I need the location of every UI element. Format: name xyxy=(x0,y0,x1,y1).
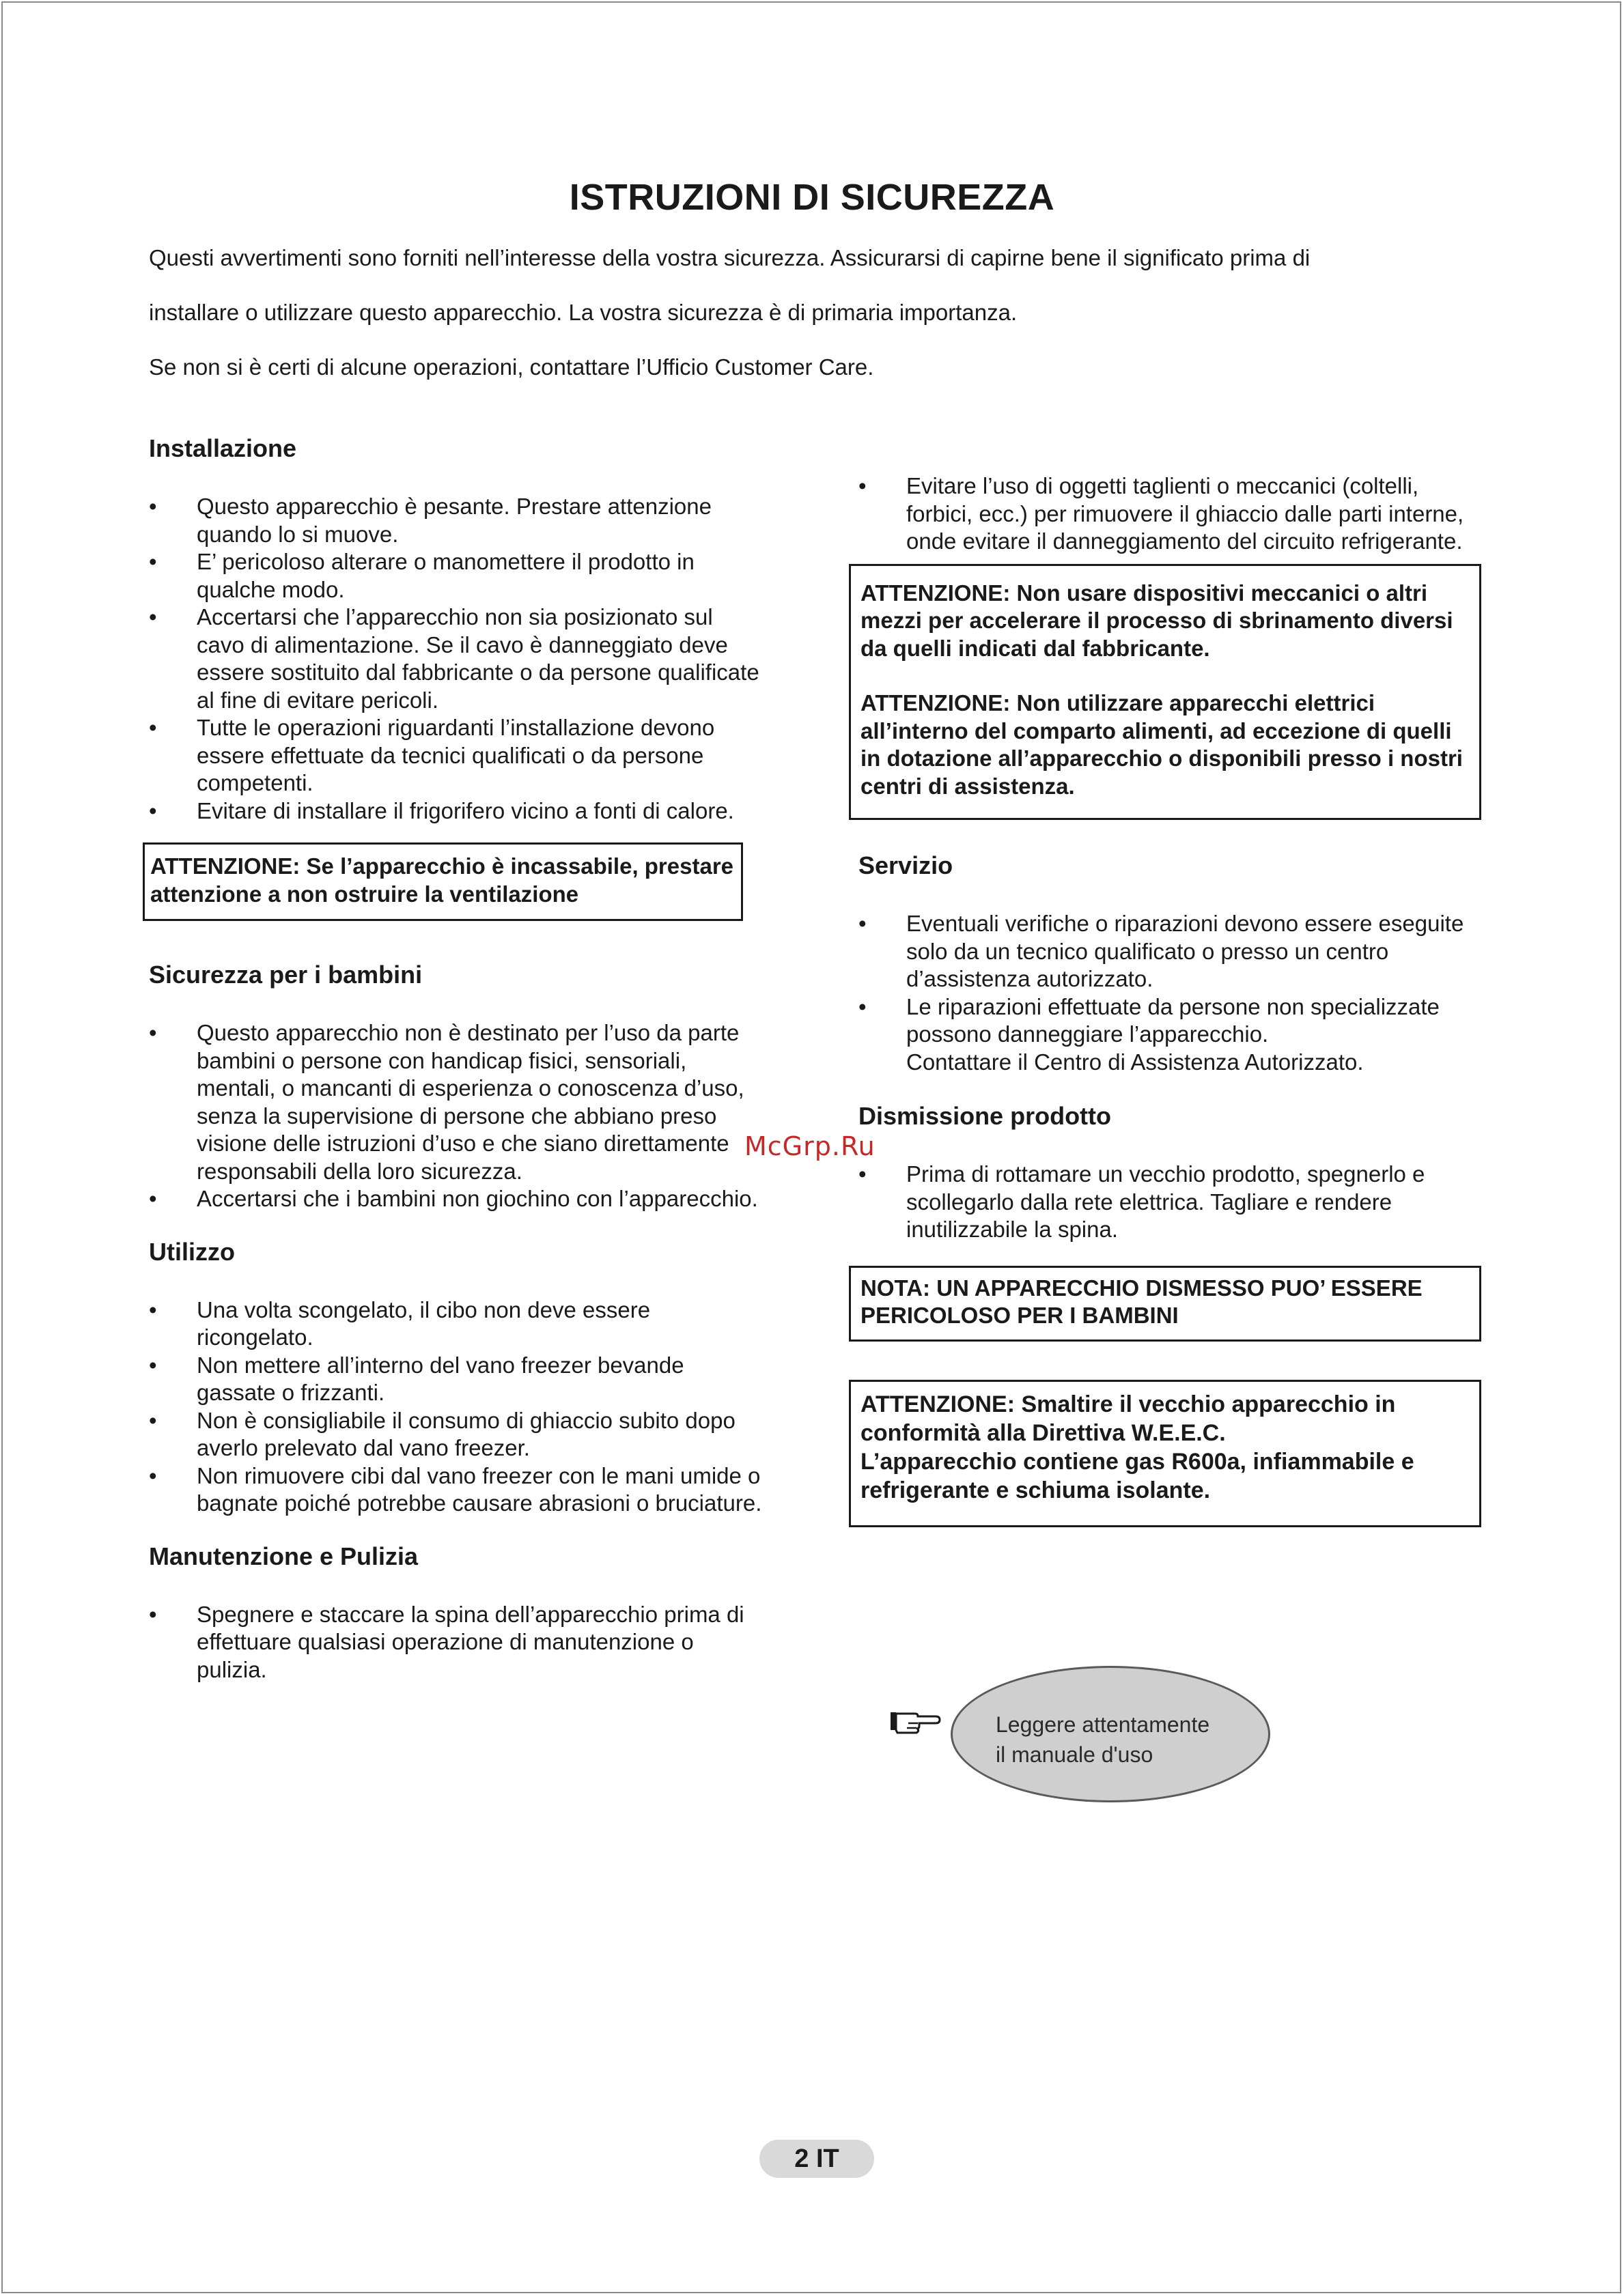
warning-text: L’apparecchio contiene gas R600a, infiammabile e refrigerante e schiuma isolante. xyxy=(860,1448,1414,1503)
installazione-list xyxy=(149,493,764,825)
utilizzo-list xyxy=(149,1296,764,1518)
list-item: • Non mettere all’interno del vano freezer bevande gassate o frizzanti. xyxy=(149,1352,764,1407)
warning-box-weee xyxy=(849,1380,1481,1527)
list-item: • E’ pericoloso alterare o manomettere il prodotto in qualche modo. xyxy=(149,548,764,604)
warning-box-sbrinamento xyxy=(849,564,1481,821)
bambini-list xyxy=(149,1019,764,1213)
right-column xyxy=(858,472,1473,1527)
list-item-continuation: Contattare il Centro di Assistenza Autorizzato. xyxy=(906,1049,1364,1075)
list-item: • Una volta scongelato, il cibo non deve essere ricongelato. xyxy=(149,1296,764,1352)
warning-text: ATTENZIONE: Non usare dispositivi meccanici o altri mezzi per accelerare il processo di sbrinamento diversi da quelli indicati dal fabbricante. xyxy=(860,580,1453,661)
section-heading-installazione: Installazione xyxy=(149,434,297,462)
section-heading-dismissione: Dismissione prodotto xyxy=(858,1102,1112,1130)
servizio-list xyxy=(858,910,1473,1076)
pointing-hand-icon xyxy=(888,1700,942,1741)
list-item: • Evitare l’uso di oggetti taglienti o meccanici (coltelli, forbici, ecc.) per rimuovere il ghiaccio dalle parti interne, onde evitare il danneggiamento del circuito refrigerante. xyxy=(858,472,1473,556)
nota-box xyxy=(849,1266,1481,1342)
manutenzione-list xyxy=(149,1601,764,1684)
dismissione-list xyxy=(858,1161,1473,1244)
list-item: • Non rimuovere cibi dal vano freezer con le mani umide o bagnate poiché potrebbe causare abrasioni o bruciature. xyxy=(149,1462,764,1518)
section-heading-manutenzione: Manutenzione e Pulizia xyxy=(149,1542,419,1570)
intro-line-3: Se non si è certi di alcune operazioni, contattare l’Ufficio Customer Care. xyxy=(149,354,874,380)
list-item: • Non è consigliabile il consumo di ghiaccio subito dopo averlo prelevato dal vano freezer. xyxy=(149,1407,764,1462)
list-item: • Questo apparecchio è pesante. Prestare attenzione quando lo si muove. xyxy=(149,493,764,548)
list-item: • Prima di rottamare un vecchio prodotto, spegnerlo e scollegarlo dalla rete elettrica. Tagliare e rendere inutilizzabile la spina. xyxy=(858,1161,1473,1244)
list-item: • Questo apparecchio non è destinato per l’uso da parte bambini o persone con handicap fisici, sensoriali, mentali, o mancanti di esperienza o conoscenza d’uso, senza la supervisione di persone che abbiano preso visione delle istruzioni d’uso e che siano direttamente responsabili della loro sicurezza. xyxy=(149,1019,764,1185)
section-heading-servizio: Servizio xyxy=(858,851,953,879)
list-item: • Spegnere e staccare la spina dell’apparecchio prima di effettuare qualsiasi operazione di manutenzione o pulizia. xyxy=(149,1601,764,1684)
section-heading-bambini: Sicurezza per i bambini xyxy=(149,961,423,989)
list-item: • Tutte le operazioni riguardanti l’installazione devono essere effettuate da tecnici qualificati o da persone competenti. xyxy=(149,714,764,797)
watermark: McGrp.Ru xyxy=(744,1131,876,1161)
warning-box-incassabile xyxy=(143,842,743,921)
list-item: • Accertarsi che i bambini non giochino con l’apparecchio. xyxy=(149,1185,764,1213)
list-item: • Accertarsi che l’apparecchio non sia posizionato sul cavo di alimentazione. Se il cavo è danneggiato deve essere sostituito dal fabbricante o da persone qualificate al fine di evitare pericoli. xyxy=(149,604,764,714)
list-item: • Evitare di installare il frigorifero vicino a fonti di calore. xyxy=(149,797,764,825)
warning-text: ATTENZIONE: Smaltire il vecchio apparecchio in conformità alla Direttiva W.E.E.C. xyxy=(860,1391,1396,1446)
section-heading-utilizzo: Utilizzo xyxy=(149,1237,235,1266)
list-item: • Eventuali verifiche o riparazioni devono essere eseguite solo da un tecnico qualificato o presso un centro d’assistenza autorizzato. xyxy=(858,910,1473,993)
list-item: • Le riparazioni effettuate da persone non specializzate possono danneggiare l’apparecchio. xyxy=(858,993,1473,1049)
warning-text: ATTENZIONE: Non utilizzare apparecchi elettrici all’interno del comparto alimenti, ad eccezione di quelli in dotazione all’apparecchio o disponibili presso i nostri centri di assistenza. xyxy=(860,690,1463,799)
callout-text: Leggere attentamente il manuale d'uso xyxy=(996,1712,1210,1767)
warning-text: ATTENZIONE: Se l’apparecchio è incassabile, prestare attenzione a non ostruire la ventilazione xyxy=(150,853,734,907)
intro-line-2: installare o utilizzare questo apparecchio. La vostra sicurezza è di primaria importanza. xyxy=(149,300,1018,325)
right-top-list xyxy=(858,472,1473,556)
intro-line-1: Questi avvertimenti sono forniti nell’interesse della vostra sicurezza. Assicurarsi di capirne bene il significato prima di xyxy=(149,245,1311,270)
left-column xyxy=(149,434,764,1684)
page-number: 2 IT xyxy=(759,2140,874,2178)
read-manual-callout xyxy=(888,1666,1284,1816)
page-title: ISTRUZIONI DI SICUREZZA xyxy=(569,177,1055,218)
nota-text: NOTA: UN APPARECCHIO DISMESSO PUO’ ESSERE PERICOLOSO PER I BAMBINI xyxy=(860,1275,1423,1328)
